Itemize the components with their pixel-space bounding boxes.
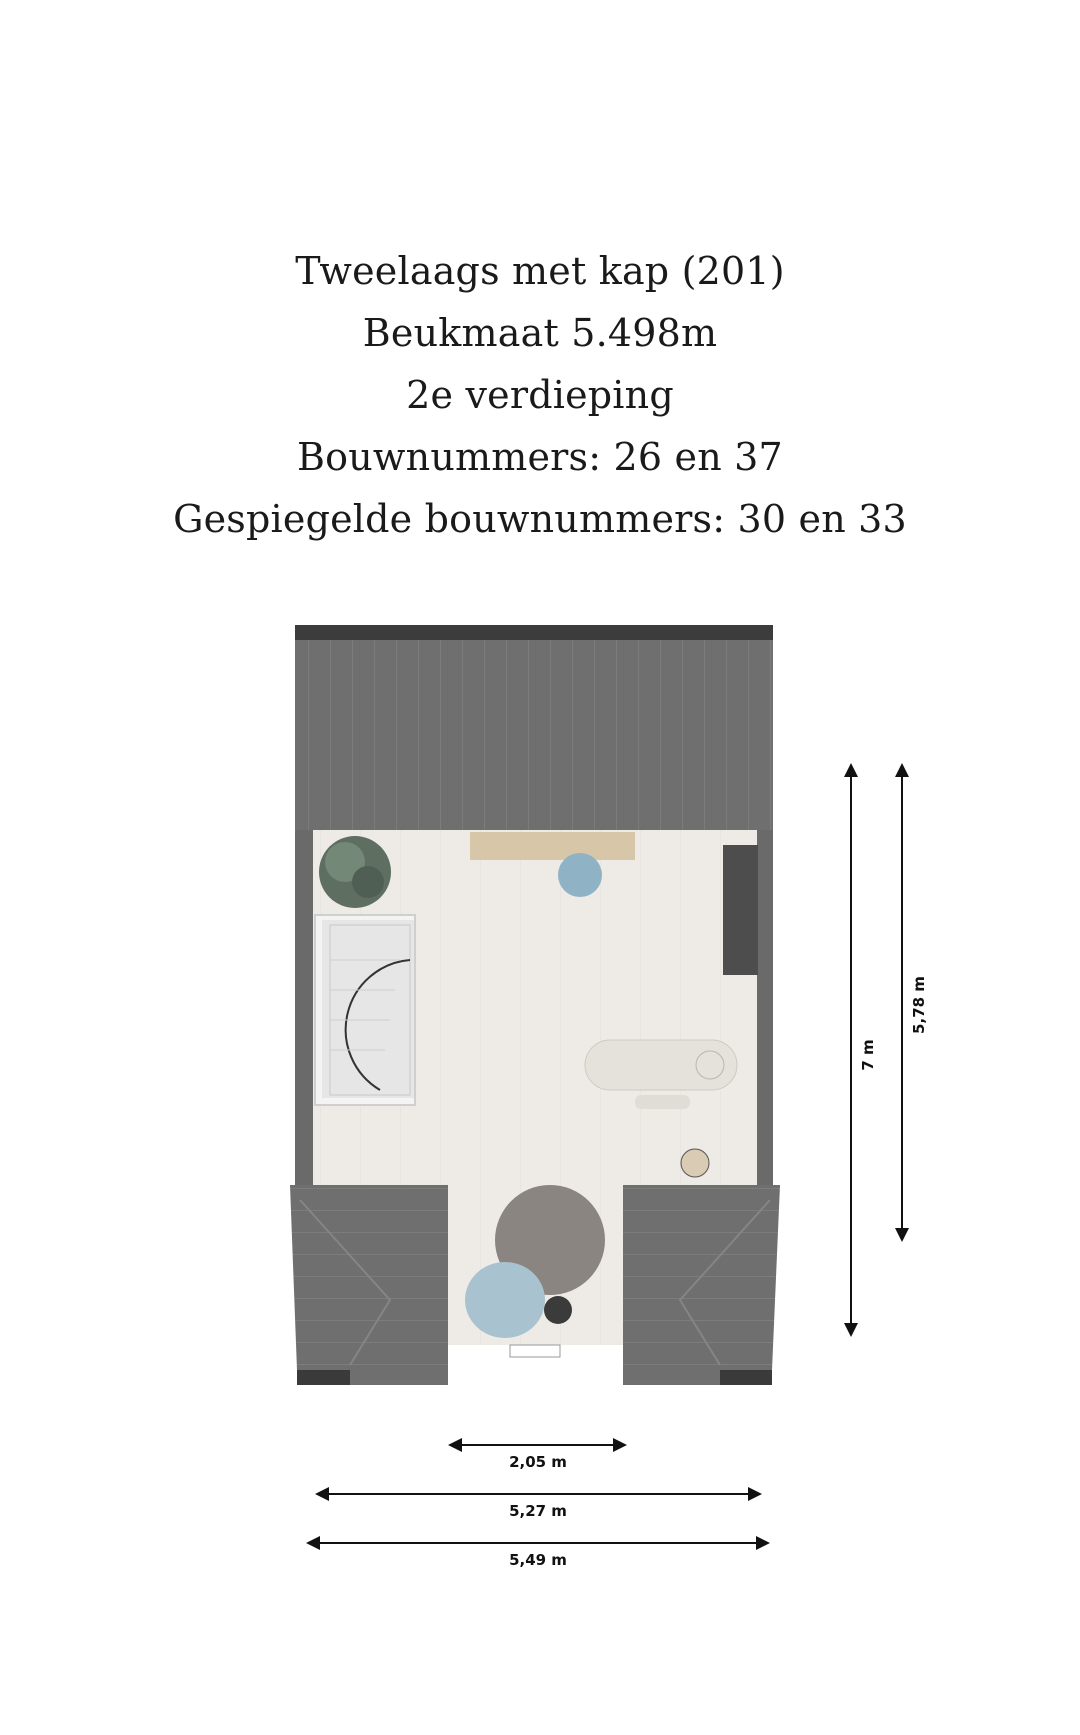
roof-bottom-left [290, 1185, 448, 1385]
plant-icon [319, 836, 391, 908]
side-table [544, 1296, 572, 1324]
plan-title: Tweelaags met kap (201) [295, 249, 785, 293]
plan-floor-level: 2e verdieping [406, 373, 674, 417]
bench [723, 845, 758, 975]
plan-beukmaat: Beukmaat 5.498m [362, 311, 718, 355]
dimension-label-width-total: 5,49 m [509, 1551, 567, 1569]
dimension-label-depth-total: 7 m [859, 1039, 877, 1071]
plan-mirrored-bouwnummers: Gespiegelde bouwnummers: 30 en 33 [173, 497, 907, 541]
desk [470, 832, 635, 860]
plan-bouwnummers: Bouwnummers: 26 en 37 [297, 435, 783, 479]
dormer-window [510, 1345, 560, 1357]
basket [681, 1149, 709, 1177]
dimension-label-width-inner: 5,27 m [509, 1502, 567, 1520]
roof-top [295, 625, 773, 830]
roof-right-side [757, 830, 773, 1185]
roof-left-side [295, 830, 313, 1185]
dimension-label-depth-inner: 5,78 m [910, 976, 928, 1034]
desk-chair [558, 853, 602, 897]
lounge-chair [465, 1262, 545, 1338]
roof-bottom-right [623, 1185, 780, 1385]
dimension-label-width-dormer: 2,05 m [509, 1453, 567, 1471]
staircase [315, 915, 415, 1105]
